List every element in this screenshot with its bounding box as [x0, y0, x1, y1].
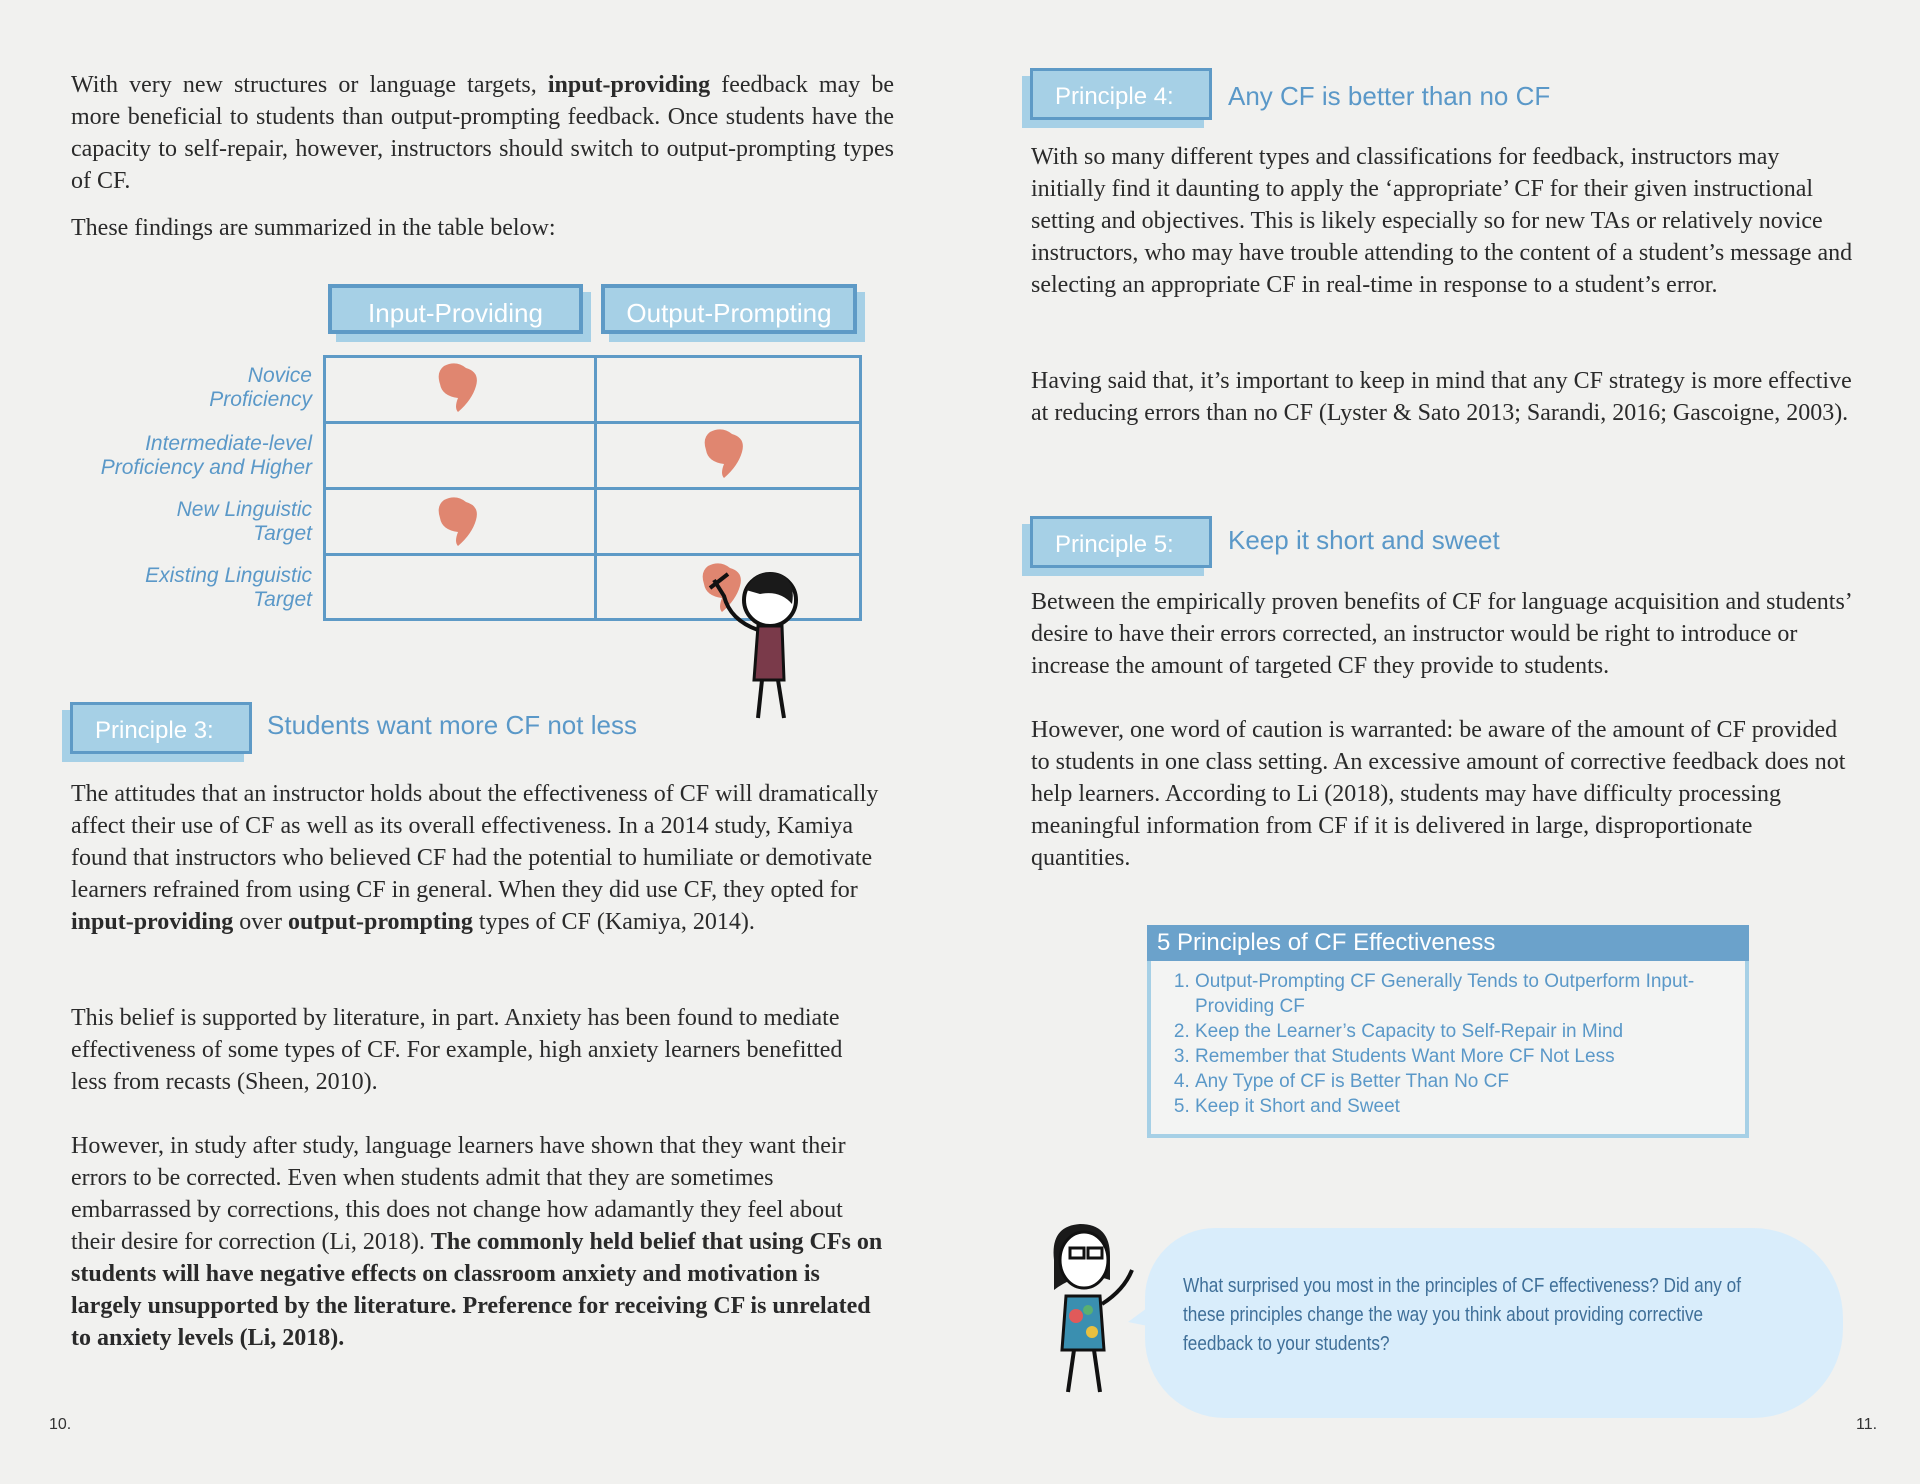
check-mark-blob	[436, 362, 480, 414]
column-divider	[594, 358, 597, 618]
principle-5-badge: Principle 5:	[1030, 516, 1212, 568]
row-label-new-target	[12, 498, 312, 546]
principle-3-paragraph-3	[71, 1130, 886, 1354]
summary-item: 3. Remember that Students Want More CF Not Less	[1195, 1044, 1745, 1069]
principle-5-title: Keep it short and sweet	[1228, 525, 1500, 555]
summary-item: 1. Output-Prompting CF Generally Tends to Outperform Input-Providing CF	[1195, 969, 1715, 1019]
principle-3-badge: Principle 3:	[70, 702, 252, 754]
principle-3-paragraph-1	[71, 778, 881, 938]
row-divider	[326, 421, 859, 424]
row-label-novice	[12, 364, 312, 412]
check-mark-blob	[702, 428, 746, 480]
student-character-illustration	[700, 560, 810, 725]
intro-paragraph	[71, 69, 894, 197]
row-label-line: Proficiency	[209, 388, 312, 411]
summary-item: 5. Keep it Short and Sweet	[1195, 1094, 1745, 1119]
page-number-right: 11.	[1856, 1416, 1878, 1433]
bold-text: input-providing	[71, 909, 234, 935]
principle-4-paragraph-2: Having said that, it’s important to keep in mind that any CF strategy is more effective at reducing errors than no CF (Lyster & Sato 2013; Sarandi, 2016; Gascoigne, 2003).	[1031, 368, 1852, 426]
page-number-left: 10.	[49, 1416, 72, 1433]
row-label-line: Proficiency and Higher	[100, 456, 312, 479]
check-mark-blob	[436, 496, 480, 548]
text: over	[233, 909, 288, 935]
intro-bold: input-providing	[547, 72, 711, 98]
principle-3-title: Students want more CF not less	[267, 710, 637, 740]
row-label-line: Target	[253, 588, 312, 611]
summary-item: 2. Keep the Learner’s Capacity to Self-Repair in Mind	[1195, 1019, 1745, 1044]
principle-4-badge: Principle 4:	[1030, 68, 1212, 120]
bold-text: The commonly held belief that using CFs on students will have negative effects on classroom anxiety and motivation is largely unsupported by the literature. Preference for receiving CF is unrelated to anxiety levels (Li, 2018).	[71, 1229, 883, 1351]
row-divider	[326, 553, 859, 556]
summary-list	[1151, 969, 1745, 1119]
text: However, in study after study, language learners have shown that they want their errors to be corrected. Even when students admit that they are sometimes embarrassed by corrections, this does not change how adamantly they feel about their desire for correction (Li, 2018).	[71, 1133, 846, 1255]
intro-text: With very new structures or language targets,	[71, 72, 548, 98]
row-label-line: Target	[253, 522, 312, 545]
principle-5-paragraph-2: However, one word of caution is warranted: be aware of the amount of CF provided to students in one class setting. An excessive amount of corrective feedback does not help learners. According to Li (2018), students may have difficulty processing meaningful information from CF if it is delivered in large, disproportionate quantities.	[1031, 717, 1846, 871]
column-header-output-prompting: Output-Prompting	[601, 284, 857, 334]
bubble-line: What surprised you most in the principles of CF effectiveness? Did any of	[1183, 1275, 1741, 1297]
bubble-line: these principles change the way you think about providing corrective	[1183, 1304, 1704, 1326]
principle-5-paragraph-1: Between the empirically proven benefits of CF for language acquisition and students’ desire to have their errors corrected, an instructor would be right to introduce or increase the amount of targeted CF they provide to students.	[1031, 589, 1851, 679]
speech-bubble-tail	[1128, 1300, 1158, 1330]
row-label-line: Existing Linguistic	[145, 564, 312, 587]
principle-4-title: Any CF is better than no CF	[1228, 81, 1551, 111]
summary-line: These findings are summarized in the table below:	[71, 215, 556, 241]
summary-item: 4. Any Type of CF is Better Than No CF	[1195, 1069, 1745, 1094]
text: The attitudes that an instructor holds about the effectiveness of CF will dramatically affect their use of CF as well as its overall effectiveness. In a 2014 study, Kamiya found that instructors who believed CF had the potential to humiliate or demotivate learners refrained from using CF in general. When they did use CF, they opted for	[71, 781, 879, 903]
column-header-input-providing: Input-Providing	[328, 284, 583, 334]
bold-text: output-prompting	[287, 909, 473, 935]
summary-box-title: 5 Principles of CF Effectiveness	[1147, 925, 1749, 961]
row-label-line: Intermediate-level	[145, 432, 312, 455]
reflection-question	[1183, 1272, 1741, 1359]
principle-4-paragraph-1: With so many different types and classifications for feedback, instructors may initially find it daunting to apply the ‘appropriate’ CF for their given instructional setting and objectives. This is likely especially so for new TAs or relatively novice instructors, who may have trouble attending to the content of a student’s message and selecting an appropriate CF in real-time in response to a student’s error.	[1031, 144, 1853, 298]
text: types of CF (Kamiya, 2014).	[472, 909, 755, 935]
row-label-line: Novice	[247, 364, 312, 387]
row-label-line: New Linguistic	[176, 498, 312, 521]
row-label-existing-target	[12, 564, 312, 612]
row-label-intermediate	[12, 432, 312, 480]
reflection-speech-bubble	[1145, 1228, 1843, 1418]
principle-3-paragraph-2: This belief is supported by literature, in part. Anxiety has been found to mediate effectiveness of some types of CF. For example, high anxiety learners benefitted less from recasts (Sheen, 2010).	[71, 1005, 843, 1095]
intro-text-end: feedback may be more beneficial to students than output-prompting feedback. Once students have the capacity to self-repair, however, instructors should switch to output-prompting types of CF.	[71, 72, 894, 194]
bubble-line: feedback to your students?	[1183, 1333, 1390, 1355]
principles-summary-box	[1147, 925, 1749, 1138]
row-divider	[326, 487, 859, 490]
